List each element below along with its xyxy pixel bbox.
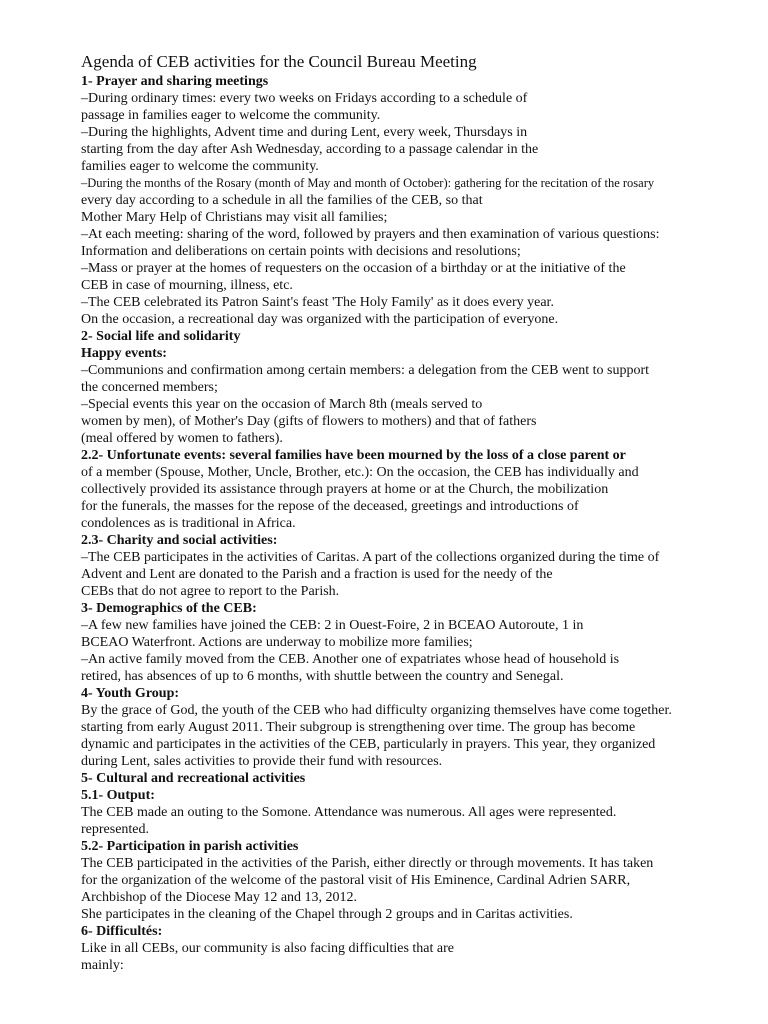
- text-line: women by men), of Mother's Day (gifts of flowers to mothers) and that of fathers: [81, 414, 537, 429]
- text-line: represented.: [81, 822, 150, 837]
- text-line: By the grace of God, the youth of the CEB who had difficulty organizing themselves have come together.: [81, 703, 672, 718]
- text-line: –Communions and confirmation among certain members: a delegation from the CEB went to support: [81, 363, 650, 378]
- section-heading-youth: 4- Youth Group:: [81, 686, 180, 701]
- text-line: –The CEB participates in the activities of Caritas. A part of the collections organized during the time of: [81, 550, 660, 565]
- document-page: [81, 51, 761, 974]
- subheading-unfortunate-events: 2.2- Unfortunate events: several families have been mourned by the loss of a close parent or: [81, 448, 626, 463]
- document-title: Agenda of CEB activities for the Council Bureau Meeting: [81, 52, 477, 71]
- text-line: –Special events this year on the occasion of March 8th (meals served to: [81, 397, 483, 412]
- text-line: passage in families eager to welcome the community.: [81, 108, 381, 123]
- text-line: starting from early August 2011. Their subgroup is strengthening over time. The group has become: [81, 720, 636, 735]
- text-line: –The CEB celebrated its Patron Saint's feast 'The Holy Family' as it does every year.: [81, 295, 554, 310]
- text-line: starting from the day after Ash Wednesday, according to a passage calendar in the: [81, 142, 539, 157]
- subheading-happy-events: Happy events:: [81, 346, 167, 361]
- text-line: during Lent, sales activities to provide their fund with resources.: [81, 754, 443, 769]
- text-line: Like in all CEBs, our community is also facing difficulties that are: [81, 941, 454, 956]
- text-line: On the occasion, a recreational day was organized with the participation of everyone.: [81, 312, 559, 327]
- text-line: Mother Mary Help of Christians may visit all families;: [81, 210, 388, 225]
- section-heading-prayer: 1- Prayer and sharing meetings: [81, 74, 269, 89]
- text-line: The CEB made an outing to the Somone. Attendance was numerous. All ages were represented.: [81, 805, 617, 820]
- text-line: for the funerals, the masses for the repose of the deceased, greetings and introductions of: [81, 499, 579, 514]
- text-line: –A few new families have joined the CEB: 2 in Ouest-Foire, 2 in BCEAO Autoroute, 1 in: [81, 618, 584, 633]
- section-heading-difficulties: 6- Difficultés:: [81, 924, 163, 939]
- text-line: for the organization of the welcome of the pastoral visit of His Eminence, Cardinal Adrien SARR,: [81, 873, 631, 888]
- text-line: mainly:: [81, 958, 124, 973]
- text-line: retired, has absences of up to 6 months, with shuttle between the country and Senegal.: [81, 669, 564, 684]
- text-line: –During ordinary times: every two weeks on Fridays according to a schedule of: [81, 91, 528, 106]
- text-line: dynamic and participates in the activities of the CEB, particularly in prayers. This year, they organized: [81, 737, 656, 752]
- subheading-parish-activities: 5.2- Participation in parish activities: [81, 839, 299, 854]
- text-line: BCEAO Waterfront. Actions are underway to mobilize more families;: [81, 635, 473, 650]
- subheading-output: 5.1- Output:: [81, 788, 155, 803]
- text-line: –During the months of the Rosary (month of May and month of October): gathering for the recitation of the rosary: [81, 176, 655, 190]
- text-line: CEBs that do not agree to report to the Parish.: [81, 584, 340, 599]
- text-line: condolences as is traditional in Africa.: [81, 516, 296, 531]
- text-line: Archbishop of the Diocese May 12 and 13, 2012.: [81, 890, 358, 905]
- text-line: The CEB participated in the activities of the Parish, either directly or through movements. It has taken: [81, 856, 654, 871]
- text-line: –During the highlights, Advent time and during Lent, every week, Thursdays in: [81, 125, 528, 140]
- text-line: –Mass or prayer at the homes of requesters on the occasion of a birthday or at the initiative of the: [81, 261, 626, 276]
- text-line: Information and deliberations on certain points with decisions and resolutions;: [81, 244, 521, 259]
- text-line: the concerned members;: [81, 380, 218, 395]
- subheading-charity: 2.3- Charity and social activities:: [81, 533, 278, 548]
- section-heading-demographics: 3- Demographics of the CEB:: [81, 601, 257, 616]
- text-line: of a member (Spouse, Mother, Uncle, Brother, etc.): On the occasion, the CEB has individually and: [81, 465, 639, 480]
- text-line: She participates in the cleaning of the Chapel through 2 groups and in Caritas activities.: [81, 907, 573, 922]
- section-heading-cultural: 5- Cultural and recreational activities: [81, 771, 306, 786]
- text-line: –An active family moved from the CEB. Another one of expatriates whose head of household is: [81, 652, 620, 667]
- text-line: –At each meeting: sharing of the word, followed by prayers and then examination of various questions:: [81, 227, 660, 242]
- text-line: Advent and Lent are donated to the Parish and a fraction is used for the needy of the: [81, 567, 553, 582]
- section-heading-social: 2- Social life and solidarity: [81, 329, 241, 344]
- text-line: (meal offered by women to fathers).: [81, 431, 283, 446]
- text-line: every day according to a schedule in all the families of the CEB, so that: [81, 193, 483, 208]
- text-line: CEB in case of mourning, illness, etc.: [81, 278, 293, 293]
- text-line: families eager to welcome the community.: [81, 159, 319, 174]
- text-line: collectively provided its assistance through prayers at home or at the Church, the mobilization: [81, 482, 609, 497]
